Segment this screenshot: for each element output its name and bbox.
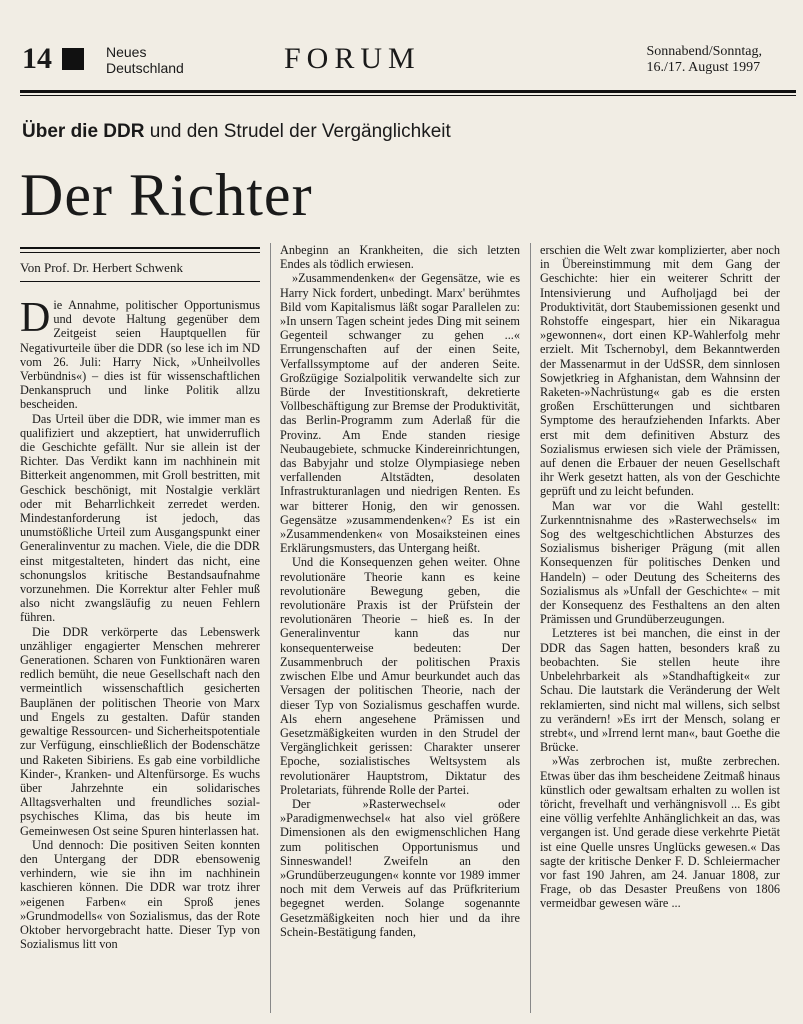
paragraph: Das Urteil über die DDR, wie immer man es qualifiziert und akzeptiert, hat unwiderruflich die Geschichte gefällt. Nur sie allein ist der Richter. Das Verdikt kann im nachhinein mit Bitterkeit angenommen, mit Groll bestritten, mit Geschick beschönigt, mit Nostalgie verklärt oder mit Beharrlichkeit zerredet werden. Mindestanforderung ist jedoch, das unumstößliche Urteil zum Ausgangspunkt einer Generalinventur zu machen. Viele, die die DDR einst mitgestalteten, hindert das nicht, eine schonungslos kritische Bestandsaufnahme vorzunehmen. Die Korrektur alter Fehler muß also nicht zwangsläufig zu neuen Fehlern führen. xyxy=(20,411,260,625)
paragraph: »Zusammendenken« der Gegensätze, wie es Harry Nick fordert, unbedingt. Marx' berühmtes Bild vom Kapitalismus läßt sogar Parallelen zu: »In unsern Tagen scheint jedes Ding mit seinem Gegenteil schwanger zu gehen ...« Errungenschaften auf der einen Seite, Verfallssymptome auf der anderen Seite. Großzügige Sozialpolitik verwandelte sich zur Bürde der Investitionskraft, dekretierte Vollbeschäftigung zur Bremse der Produktivität, das Berlin-Programm zum Aderlaß für die Provinz. Am Ende standen riesige Neubaugebiete, schmucke Kindereinrichtungen, das Babyjahr und stolze Olympiasiege neben verfallenden Altstädten, desolaten Infrastrukturanlagen und niedrigen Renten. Es war bitterer Honig, den wir genossen. Gegensätze »zusammendenken«? Es ist ein »Zusammendenken« von Mosaiksteinen eines Erklärungsmusters, das Untergang heißt. xyxy=(280,271,520,556)
byline-rule-top xyxy=(20,247,260,249)
paragraph: Letzteres ist bei manchen, die einst in der DDR das Sagen hatten, besonders kraß zu beobachten. Sie stellen heute ihre Unbelehrbarkeit als »Standhaftigkeit« zur Schau. Die lautstark die Veränderung der Welt reklamierten, sind nicht mal willens, sich selbst zu verändern! »Es irrt der Mensch, solang er strebt«, und »Irrend lernt man«, baut Goethe die Brücke. xyxy=(540,626,780,755)
paragraph: »Was zerbrochen ist, mußte zerbrechen. Etwas über das ihm bescheidene Zeitmaß hinaus künstlich oder gewaltsam erhalten zu wollen ist töricht, frevelhaft und verhängnisvoll ... Es gibt eine völlig verfehlte Anhänglichkeit an das, was vergangen ist. Und gerade diese verkehrte Pietät ist eine Quelle unsres Unglücks gewesen.« Das sagte der kritische Denker F. D. Schleiermacher vor fast 190 Jahren, am 24. Januar 1808, zur Frage, ob das Desaster Preußens von 1806 vermeidbar gewesen wäre ... xyxy=(540,754,780,911)
article-column-3 xyxy=(540,243,780,1013)
paragraph: erschien die Welt zwar komplizierter, aber noch in Übereinstimmung mit dem Gang der Geschichte: hier ein weiterer Schritt der Intensivierung und Aufholjagd bei der Produktivität, dort Staubemissionen gesenkt und Rohstoffe eingespart, hier ein Nikaragua »gewonnen«, dort einen KP-Wahlerfolg mehr erzielt. Mit Tschernobyl, dem Bekanntwerden der Massenarmut in der UdSSR, dem sinnlosen Sowjetkrieg in Afghanistan, dem Wahnsinn der Raketen-»Nachrüstung« gab es die ersten großen Erschütterungen und sichtbaren Symptome des heraufziehenden Infarkts. Aber erst mit dem definitiven Absturz des Sozialismus erwiesen sich viele der Prämissen, auf denen die Erbauer der neuen Gesellschaft ihr Werk gesetzt hatten, als von der Geschichte geprüft und zu leicht befunden. xyxy=(540,243,780,499)
page-number: 14 xyxy=(22,42,52,75)
paragraph: Und die Konsequenzen gehen weiter. Ohne revolutionäre Theorie kann es keine revolutionäre Bewegung geben, die revolutionäre Praxis ist der Prüfstein der revolutionären Theorie – hieß es. In der Generalinventur kann das nur konsequenterweise bedeuten: Der Zusammenbruch der politischen Praxis zwischen Elbe und Amur beurkundet auch das Versagen der politischen Theorie, nach der dieser Typ von Sozialismus geschaffen wurde. Als ehern angesehene Prämissen und Gesetzmäßigkeiten wurden in den Strudel der Vergänglichkeit gerissen: Charakter unserer Epoche, sozialistisches Weltsystem als revolutionärer Hauptstrom, Diktatur des Proletariats, führende Rolle der Partei. xyxy=(280,555,520,797)
kicker-bold: Über die DDR xyxy=(22,121,145,142)
newspaper-name-line2: Deutschland xyxy=(106,60,184,76)
kicker xyxy=(22,120,782,144)
section-title: FORUM xyxy=(284,42,421,75)
paragraph xyxy=(20,298,260,412)
header-rule xyxy=(20,90,796,93)
column-divider xyxy=(530,243,531,1013)
black-square-icon xyxy=(62,48,84,70)
byline-rule-top-thin xyxy=(20,252,260,253)
paragraph: Der »Rasterwechsel« oder »Paradigmenwechsel« hat also viel größere Dimensionen als den ewigmenschlichen Hang zum politischen Opportunismus und Sinneswandel! Zweifeln an den »Grundüberzeugungen« konnte vor 1989 immer noch mit dem Verweis auf das Prüfkriterium begegnet werden. Solange sogenannte Gesetzmäßigkeiten noch hier und da ihre Schein-Bestätigung fanden, xyxy=(280,796,520,939)
header-rule-thin xyxy=(20,95,796,96)
headline: Der Richter xyxy=(20,162,313,228)
article-column-1 xyxy=(20,298,260,1010)
dateline xyxy=(647,44,763,76)
dateline-day: Sonnabend/Sonntag, xyxy=(646,44,762,59)
byline: Von Prof. Dr. Herbert Schwenk xyxy=(20,260,183,275)
masthead xyxy=(22,40,782,92)
paragraph-text: ie Annahme, politischer Opportunismus und devote Haltung gegenüber dem Zeitgeist seien Hauptquellen für Negativurteile über die DDR (so lese ich im ND vom 26. Juli: Harry Nick, »Unheilvolles Verbündnis«) – dies ist für wissenschaftlichen Denkanspruch und linke Politik allzu bescheiden. xyxy=(20,298,260,412)
kicker-rest: und den Strudel der Vergänglichkeit xyxy=(144,121,451,142)
newspaper-name-line1: Neues xyxy=(106,44,147,60)
paragraph: Anbeginn an Krankheiten, die sich letzten Endes als tödlich erwiesen. xyxy=(280,243,520,272)
byline-rule-bottom xyxy=(20,281,260,282)
paragraph: Und dennoch: Die positiven Seiten konnten den Untergang der DDR ebensowenig verhindern, wie sie ihn im nachhinein kaschieren können. Die DDR war trotz ihrer »eigenen Farben« ein Sproß jenes »Grundmodells« von Sozialismus, das der Rote Oktober hervorgebracht hatte. Dieser Typ von Sozialismus litt von xyxy=(20,837,260,952)
paragraph: Die DDR verkörperte das Lebenswerk unzähliger engagierter Menschen mehrerer Generationen. Scharen von Funktionären waren redlich bemüht, die neue Gesellschaft nach den vermeintlich wissenschaftlich gesicherten Bauplänen der politischen Theorie von Marx und Engels zu gestalten. Dafür standen gewaltige Ressourcen- und Sicherheitspotentiale zur Verfügung, einschließlich der Bodenschätze und Raketen Sibiriens. Es gab eine vorbildliche Kinder-, Kranken- und Altenfürsorge. Es wuchs über Jahrzehnte ein solidarisches Alltagsverhalten und freundliches sozial-psychisches Klima, das bis heute im Gemeinwesen Ost seine Spuren hinterlassen hat. xyxy=(20,624,260,838)
newspaper-name xyxy=(106,44,184,76)
drop-cap: D xyxy=(20,298,51,341)
column-divider xyxy=(270,243,271,1013)
paragraph: Man war vor die Wahl gestellt: Zurkenntnisnahme des »Rasterwechsels« im Sog des weltgeschichtlichen Absturzes des Sozialismus bisheriger Prägung (mit allen Konsequenzen für politisches Denken und Handeln) – oder Deutung des Scheiterns des Sozialismus als »Unfall der Geschichte« – mit der Konsequenz des Festhaltens an den alten Prämissen und Grundüberzeugungen. xyxy=(540,498,780,627)
dateline-date: 16./17. August 1997 xyxy=(646,60,761,75)
article-column-2 xyxy=(280,243,520,1013)
